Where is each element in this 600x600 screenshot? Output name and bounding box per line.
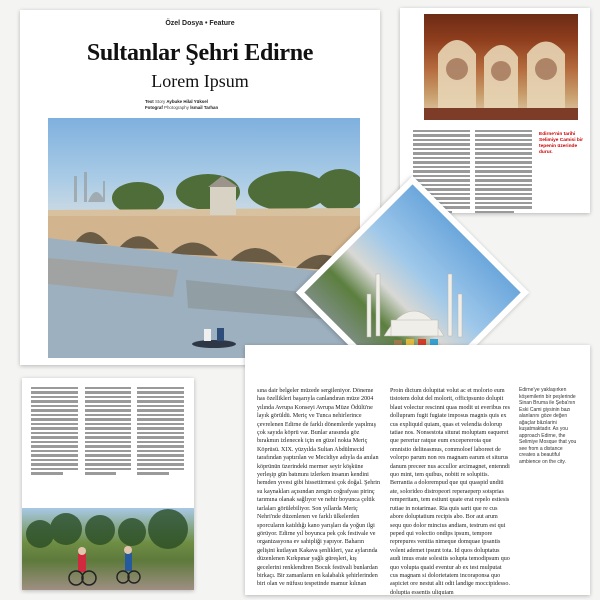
cyclists-photo bbox=[22, 508, 194, 590]
topright-column-2 bbox=[475, 130, 532, 213]
section-kicker: Özel Dosya • Feature bbox=[165, 20, 235, 27]
credit-writer: Aybuke Hilal Yüksel bbox=[166, 99, 208, 104]
photo-caption: Edirne'ye yaklaşırken köşemilerin bir peşlerinde Sinan Bruma ile Şeba'nın Eski Cami giysinin bazı alanlarını göze değen ağaçlar bâzılarini kuşatmaktadır. As you approach Edirne, the Selimiye Mosque that you see from a distance creates a beautiful ambience on the city. bbox=[519, 387, 577, 465]
credit-text-label-en: Story bbox=[154, 99, 166, 104]
credit-photo-label: Fotograf bbox=[145, 105, 163, 110]
article-title: Sultanlar Şehri Edirne bbox=[86, 40, 314, 66]
bottomleft-column-3 bbox=[137, 387, 184, 477]
credit-text-label: Text bbox=[145, 99, 154, 104]
credit-photo-label-en: Photography bbox=[164, 105, 189, 110]
bridge-hero-photo bbox=[48, 118, 360, 358]
interior-photo-page bbox=[400, 8, 590, 213]
article-credits bbox=[145, 99, 285, 111]
bottomleft-column-2 bbox=[85, 387, 131, 477]
body-column-1: sına dair belgeler müzede sergileniyor. Döneme has özellikleri başarıyla canlandıran müze 2004 yılında Avrupa Konseyi Avrupa Müze Ödülü'ne layık görüldü. Meriç ve Tunca nehirlerince çevrelenen Edirne de farklı dönemlerde yapılmış çok sayıda köprü var. Bunlar arasında göz bırakmın izlenecek için en güzel nokta Meriç Köprüsü. XIX. yüzyılda Sultan Abdülmecid tarafından yaptırılan ve Mecidiye adıyla da anılan köprünün üzerindeki mermer seyir köşküne yerleşip gün batımını izlerken insanın kendini hemden yıvesi gibi hissettirmesi çok doğal. Şehrin su kaynakları açısından zengin coğrafyası pirinç tarımına olanak sağlıyor ve nehir boyunca çeltik tarlaları görülebiliyor. Son yıllarda Meriç Nehri'nde düzenlenen ve farklı ülkelerden sporcuların katıldığı kano yarışları da yoğun ilgi görüyor. Edirne yıl boyunca pek çok festivale ve organizasyona ev sahipliği yapıyor. Baharın gelişini kutlayan Kakava şenlikleri, yaz aylarında düzenlenen Kırkpınar yağlı güreşleri, kış gecelerini renklendiren Bocuk festivali bunlardan birkaçı. Bir zamanların en kalabalık şehirlerinden biri olan ve nüfusu tespetinde mamur kılınan bbox=[257, 388, 381, 588]
mosque-interior-photo bbox=[424, 14, 578, 120]
topright-pullquote: Edirne'nin tarihi Selimiye Camisi bir tepenin üzerinde durur. bbox=[539, 132, 583, 155]
article-body-page bbox=[245, 345, 590, 595]
bridge-illustration bbox=[48, 118, 360, 358]
article-subtitle: Lorem Ipsum bbox=[151, 71, 249, 91]
cyclists-photo-page bbox=[22, 378, 194, 590]
body-column-2: Proin dictum dolupitat volut ac et molorio eum tistotem dolut del molorit, officipsunto dolupit blaut volectur rescinni quas modit ut everibus res dollupram fugit fugiate imposus magnis quis ex cus expliquid quiam, quas et velendia dolorup tatiae nos. Nonsestota siturat moluptam eaqueret que pereriur ratque eum excepererota que omnistio deliteasmus, commoloef laboreet de volorpo parum non res magnam earum et siturus danum preceer nus accullor arcimagnet, entenndi quo mint, tem quibus, nobitt re solupitis. Berrantia a dolorempud que qui quaspid unditi ate, solorideo distropeori reperaeperp sotsprias remperitam, tem estiunt quate erat repelo estiesis rutiae in notarimae. Ria quis sarit que re cus abore doluptatium recipis abo. Bor aut arum sequ quo dolor mincius andiam, testrum est qui peped qui volectio ondips ipsum, tempore reprepures venitia nimeque domquae ipsantis volent ademet ipsunt tota. Id quos doluptatus audi imus erate solesitis solupta temodipsum quo quo volupta quaid eventur ab ex test mulputat cus magnam si dolorietatem incoraponsa quo aspiciet ore nestut alit odit landige moccipidesso. doluptia essentis uliquiam bbox=[390, 388, 510, 595]
credit-photographer: İsmail Tarhan bbox=[190, 105, 219, 110]
bottomleft-column-1 bbox=[31, 387, 78, 477]
